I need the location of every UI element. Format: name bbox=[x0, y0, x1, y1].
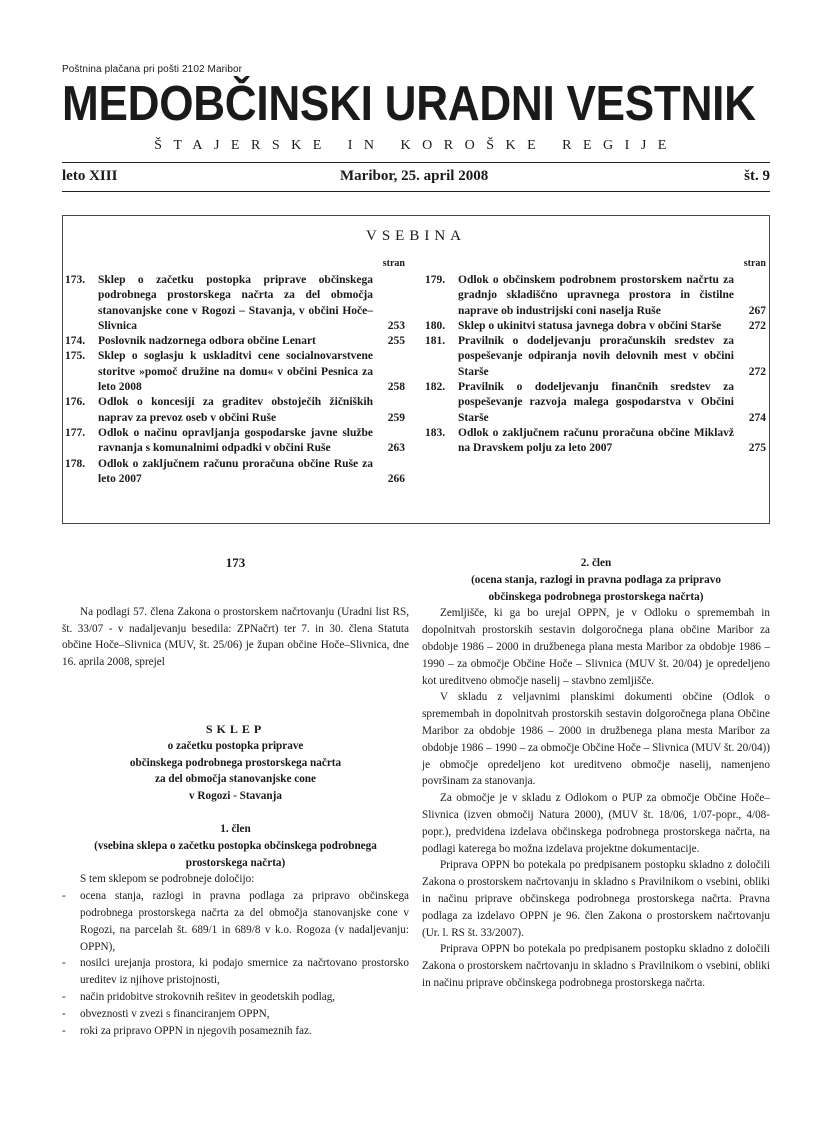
toc-entry bbox=[65, 426, 405, 457]
toc-entry-page: 266 bbox=[387, 472, 405, 485]
list-item bbox=[62, 1006, 409, 1023]
toc-page-label: stran bbox=[382, 258, 405, 269]
article-heading: 2. člen bbox=[580, 557, 612, 569]
toc-entry-number: 179. bbox=[425, 274, 446, 286]
toc-entry-number: 180. bbox=[425, 319, 446, 332]
toc-entry-page: 267 bbox=[748, 304, 766, 317]
toc-entry-number: 178. bbox=[65, 457, 86, 470]
list-dash: - bbox=[62, 1007, 66, 1020]
document-title-line: o začetku postopka priprave bbox=[167, 739, 304, 752]
preamble: Na podlagi 57. člena Zakona o prostorskem načrtovanju (Uradni list RS, št. 33/07 - v nadaljevanju besedila: ZPNačrt) ter 7. in 30. člena Statuta občine Hoče–Slivnica (MUV, št. 25/06) je župan občine Hoče–Slivnica, dne 16. aprila 2008, sprejel bbox=[62, 605, 409, 669]
toc-entry-title: Sklep o soglasju k uskladitvi cene socialnovarstvene storitve »pomoč družine na domu« v občini Pesnica za leto 2008 bbox=[98, 350, 373, 394]
document-title-line: za del območja stanovanjske cone bbox=[155, 773, 316, 786]
postage-note: Poštnina plačana pri pošti 2102 Maribor bbox=[62, 64, 243, 75]
toc-entry-title: Sklep o začetku postopka priprave občinskega podrobnega prostorskega načrta za del območja stanovanjske cone v Rogozi – Stavanja, v občini Hoče–Slivnica bbox=[98, 274, 373, 332]
toc-entry-number: 181. bbox=[425, 335, 446, 348]
list-dash: - bbox=[62, 990, 66, 1003]
paragraph: Priprava OPPN bo potekala po predpisanem postopku skladno z določili Zakona o prostorskem načrtovanju in skladno s Pravilnikom o vsebini, obliki in načinu priprave občinskega podrobnega prostorskega načrta. bbox=[422, 943, 770, 989]
toc-entry-number: 176. bbox=[65, 396, 86, 409]
toc-entry-number: 173. bbox=[65, 274, 86, 286]
list-dash: - bbox=[62, 1024, 66, 1037]
toc-entry-page: 263 bbox=[387, 442, 405, 455]
table-of-contents bbox=[62, 215, 770, 524]
toc-right-column bbox=[425, 258, 766, 457]
toc-entry-page: 258 bbox=[387, 381, 405, 394]
list-item bbox=[62, 955, 409, 989]
document-title-line: občinskega podrobnega prostorskega načrta bbox=[129, 756, 342, 769]
article-paragraphs bbox=[422, 605, 770, 991]
toc-entry-page: 253 bbox=[387, 319, 405, 332]
toc-entry-number: 177. bbox=[65, 426, 86, 439]
toc-entry bbox=[425, 380, 766, 426]
toc-entry-title: Pravilnik o dodeljevanju finančnih sredstev za pospeševanje razvoja malega gospodarstva v Občini Starše bbox=[458, 381, 734, 424]
list-item-text: ocena stanja, razlogi in pravna podlaga za pripravo občinskega podrobnega prostorskega načrta za del območja stanovanjske cone v Rogozi, na parcelah št. 689/1 in 689/8 v k.o. Rogoza (v nadaljevanju: OPPN), bbox=[80, 890, 409, 953]
issue-date: Maribor, 25. april 2008 bbox=[340, 168, 489, 184]
toc-entry-title: Sklep o ukinitvi statusa javnega dobra v občini Starše bbox=[458, 319, 722, 332]
article-items bbox=[62, 888, 409, 1039]
article-subheading: (ocena stanja, razlogi in pravna podlaga za pripravo občinskega podrobnega prostorskega načrta) bbox=[471, 573, 721, 603]
toc-entry-title: Odlok o koncesiji za graditev obstoječih žičniških naprav za prevoz oseb v občini Ruše bbox=[98, 396, 373, 424]
list-item-text: nosilci urejanja prostora, ki podajo smernice za načrtovano prostorsko ureditev iz njihove pristojnosti, bbox=[80, 957, 409, 987]
toc-entry bbox=[425, 273, 766, 319]
toc-entry bbox=[425, 319, 766, 334]
toc-entry bbox=[425, 334, 766, 380]
list-item-text: roki za pripravo OPPN in njegovih posameznih faz. bbox=[80, 1024, 312, 1037]
toc-entry-number: 175. bbox=[65, 350, 86, 363]
toc-entry-title: Pravilnik o dodeljevanju proračunskih sredstev za pospeševanje odpiranja novih delovnih mest v občini Starše bbox=[458, 335, 734, 378]
toc-entry-number: 183. bbox=[425, 426, 446, 439]
toc-entry-title: Odlok o zaključnem računu proračuna občine Ruše za leto 2007 bbox=[98, 457, 373, 485]
document-title-line: v Rogozi - Stavanja bbox=[189, 790, 282, 803]
right-column bbox=[422, 555, 770, 992]
left-column bbox=[62, 555, 409, 1039]
list-item bbox=[62, 1023, 409, 1040]
list-dash: - bbox=[62, 890, 66, 903]
issue-number: št. 9 bbox=[744, 168, 770, 184]
toc-page-label: stran bbox=[743, 258, 766, 269]
header-rule-top bbox=[62, 162, 770, 163]
toc-title: VSEBINA bbox=[365, 228, 466, 244]
toc-entry-page: 259 bbox=[387, 411, 405, 424]
toc-entry-page: 275 bbox=[748, 442, 766, 455]
toc-entry bbox=[65, 395, 405, 426]
toc-entry-page: 272 bbox=[748, 319, 766, 332]
list-item-text: način pridobitve strokovnih rešitev in geodetskih podlag, bbox=[80, 990, 336, 1003]
toc-entry-title: Odlok o občinskem podrobnem prostorskem načrtu za gradnjo skladiščno upravnega prostora in čistilne naprave ob industrijski coni naselja Ruše bbox=[458, 274, 734, 317]
toc-entry bbox=[65, 273, 405, 334]
list-item bbox=[62, 989, 409, 1006]
toc-entry bbox=[65, 349, 405, 395]
paragraph: V skladu z veljavnimi planskimi dokumenti občine (Odlok o spremembah in dopolnitvah prostorskih sestavin dolgoročnega plana Občine Maribor za obdobje 1986 – 2000 in družbenega plana mesta Maribor za obdobje 1986 – 1990 – za območje Občine Hoče – Slivnica (MUV št. 20/04)) je območje opredeljeno kot ureditveno območje naselij, namenjeno površinam za stanovanja. bbox=[422, 691, 770, 788]
toc-entry-title: Odlok o načinu opravljanja gospodarske javne službe ravnanja s komunalnimi odpadki v občini Ruše bbox=[98, 426, 373, 455]
toc-entry-page: 272 bbox=[748, 365, 766, 378]
toc-entry-page: 274 bbox=[748, 411, 766, 424]
toc-entry-title: Poslovnik nadzornega odbora občine Lenart bbox=[98, 335, 316, 348]
toc-entry-number: 174. bbox=[65, 335, 86, 348]
header-rule-bottom bbox=[62, 191, 770, 192]
document-number: 173 bbox=[225, 555, 246, 570]
toc-entry-title: Odlok o zaključnem računu proračuna občine Miklavž na Dravskem polju za leto 2007 bbox=[458, 426, 734, 455]
toc-entry bbox=[425, 426, 766, 457]
toc-entry bbox=[65, 334, 405, 349]
article-subheading: (vsebina sklepa o začetku postopka občinskega podrobnega prostorskega načrta) bbox=[94, 839, 377, 869]
issue-year: leto XIII bbox=[62, 168, 118, 184]
paragraph: Za območje je v skladu z Odlokom o PUP za območje Občine Hoče–Slivnica (izven območij Natura 2000), (MUV št. 18/06, 1/07-popr., 4/08-popr.), predvidena izdelava občinskega podrobnega prostorskega načrta, na podlagi katerega bo možna izdelava projektne dokumentacije. bbox=[422, 792, 770, 855]
toc-entry-page: 255 bbox=[387, 335, 405, 348]
document-type: SKLEP bbox=[205, 721, 266, 736]
article-heading: 1. člen bbox=[220, 822, 251, 835]
paragraph: Zemljišče, ki ga bo urejal OPPN, je v Odloku o spremembah in dopolnitvah prostorskih sestavin dolgoročnega plana občine Maribor za obdobje 1986 – 2000 in družbenega plana mesta Maribor za obdobje 1986 – 1990 – za območje Občine Hoče – Slivnica (MUV št. 20/04) je opredeljeno kot ureditveno območje naselij – stavbno zemljišče. bbox=[422, 607, 770, 687]
list-dash: - bbox=[62, 957, 66, 970]
toc-left-column bbox=[65, 258, 405, 487]
list-item bbox=[62, 888, 409, 955]
list-item-text: obveznosti v zvezi s financiranjem OPPN, bbox=[80, 1007, 270, 1020]
paragraph: Priprava OPPN bo potekala po predpisanem postopku skladno z določili Zakona o prostorskem načrtovanju in skladno s Pravilnikom o vsebini, obliki in načinu priprave občinskega podrobnega prostorskega načrta. Pravna podlaga za izdelavo OPPN je 96. člen Zakona o prostorskem načrtovanju (Ur. l. RS št. 33/2007). bbox=[422, 859, 770, 939]
journal-subtitle: ŠTAJERSKE IN KOROŠKE REGIJE bbox=[154, 138, 678, 153]
toc-entry bbox=[65, 457, 405, 488]
journal-title: MEDOBČINSKI URADNI VESTNIK bbox=[62, 77, 756, 131]
toc-entry-number: 182. bbox=[425, 381, 446, 394]
article-intro: S tem sklepom se podrobneje določijo: bbox=[80, 873, 255, 886]
